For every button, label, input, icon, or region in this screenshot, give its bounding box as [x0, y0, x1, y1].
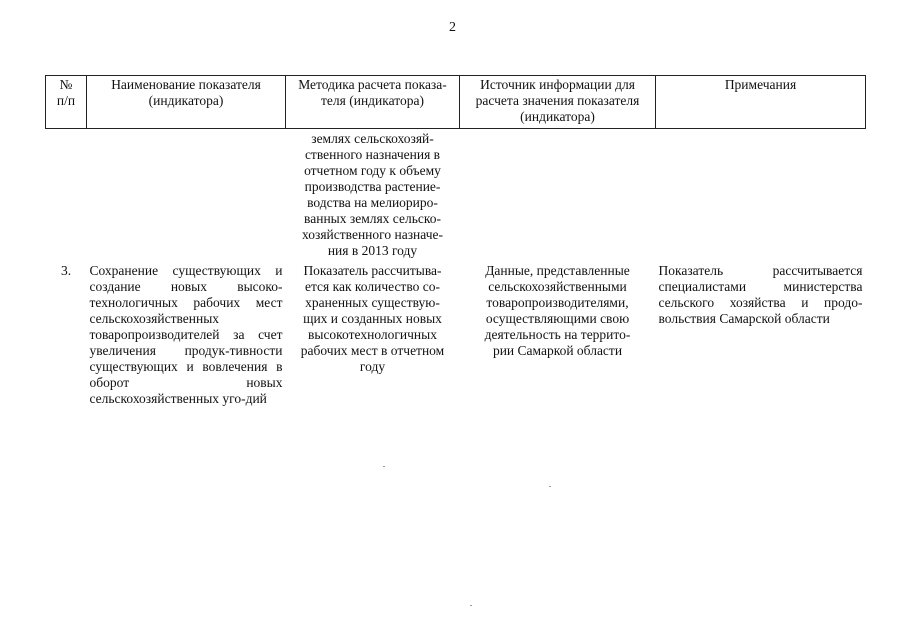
- row-indicator-name: Сохранение существующих и создание новых высоко-технологичных рабочих мест сельскохозяйственных товаропроизводителей за счет увеличения продук-тивности существующих и вовлечения в оборот новых сельскохозяйственных уго-дий: [89, 263, 283, 406]
- continued-method-cell: землях сельскохозяй- ственного назначения в отчетном году к объему производства растение- водства на мелиориро- ванных землях сельско- хозяйственного назначе- ния в 2013 году: [302, 131, 443, 258]
- header-notes: Примечания: [656, 76, 866, 129]
- row-number: 3.: [60, 263, 72, 278]
- continued-notes-cell: [656, 129, 866, 264]
- table-row-continued: [46, 129, 866, 264]
- table-header-row: [46, 76, 866, 129]
- row-information-source: Данные, представленные сельскохозяйственными товаропроизводителями, осуществляющими свою деятельность на террито- рии Самаркой области: [484, 263, 631, 358]
- indicators-table: [45, 75, 866, 407]
- header-information-source: Источник информации для расчета значения показателя (индикатора): [460, 76, 656, 129]
- scan-speck: [383, 466, 385, 467]
- continued-source-cell: [460, 129, 656, 264]
- continued-num-cell: [46, 129, 87, 264]
- row-notes: Показатель рассчитывается специалистами министерства сельского хозяйства и продо-вольствия Самарской области: [658, 263, 863, 326]
- header-indicator-name: Наименование показателя (индикатора): [87, 76, 286, 129]
- scan-speck: [549, 486, 551, 487]
- header-number: № п/п: [46, 76, 87, 129]
- page-number: 2: [449, 20, 456, 35]
- scan-speck: [470, 605, 472, 606]
- header-calculation-method: Методика расчета показа- теля (индикатора): [286, 76, 460, 129]
- continued-name-cell: [87, 129, 286, 264]
- table-row: [46, 263, 866, 407]
- row-calculation-method: Показатель рассчитыва- ется как количество со- храненных существую- щих и созданных новых высокотехнологичных рабочих мест в отчетном году: [300, 263, 445, 374]
